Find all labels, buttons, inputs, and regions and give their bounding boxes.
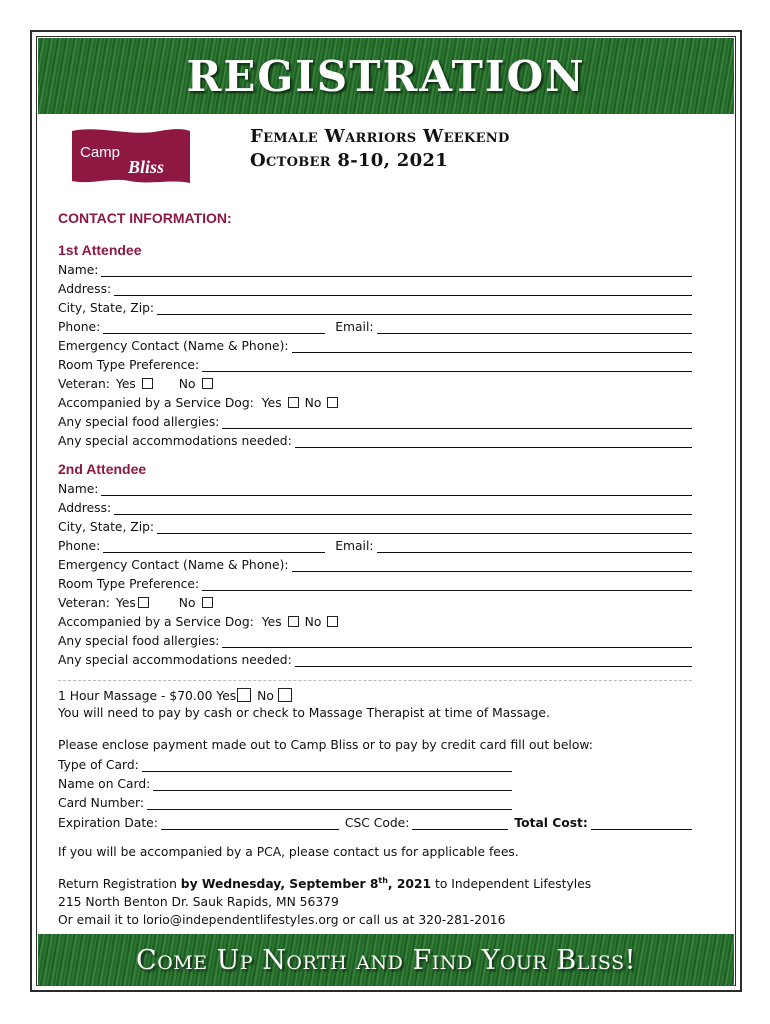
attendee1-veteran-no-checkbox[interactable] bbox=[202, 378, 213, 389]
emergency-label: Emergency Contact (Name & Phone): bbox=[58, 558, 289, 572]
footer-banner bbox=[38, 934, 734, 986]
attendee2-heading: 2nd Attendee bbox=[58, 461, 147, 477]
event-date: October 8-10, 2021 bbox=[250, 150, 449, 171]
attendee2-name-field[interactable] bbox=[101, 481, 692, 496]
attendee1-city-field[interactable] bbox=[157, 300, 692, 315]
food-label: Any special food allergies: bbox=[58, 634, 220, 648]
dog-yes-label: Yes bbox=[261, 396, 282, 410]
attendee1-city-row bbox=[58, 296, 692, 315]
city-label: City, State, Zip: bbox=[58, 301, 155, 315]
return-instructions bbox=[58, 876, 591, 891]
dog-no-label: No bbox=[304, 396, 322, 410]
attendee1-food-field[interactable] bbox=[222, 414, 692, 429]
return-deadline-sup: th bbox=[378, 876, 388, 885]
attendee1-emergency-row bbox=[58, 334, 692, 353]
attendee2-dog-row bbox=[58, 610, 692, 629]
attendee2-veteran-no-checkbox[interactable] bbox=[202, 597, 213, 608]
attendee1-veteran-yes-checkbox[interactable] bbox=[142, 378, 153, 389]
return-deadline: by Wednesday, September 8 bbox=[180, 877, 379, 892]
attendee2-city-field[interactable] bbox=[157, 519, 692, 534]
email-label: Email: bbox=[335, 539, 374, 553]
card-number-field[interactable] bbox=[147, 795, 512, 810]
section-divider bbox=[58, 680, 692, 681]
veteran-yes-label: Yes bbox=[115, 596, 136, 610]
card-type-label: Type of Card: bbox=[58, 758, 139, 772]
address-label: Address: bbox=[58, 501, 112, 515]
attendee2-room-field[interactable] bbox=[202, 576, 692, 591]
veteran-label: Veteran: bbox=[58, 596, 110, 610]
attendee2-city-row bbox=[58, 515, 692, 534]
room-label: Room Type Preference: bbox=[58, 577, 200, 591]
attendee1-dog-yes-checkbox[interactable] bbox=[288, 397, 299, 408]
csc-label: CSC Code: bbox=[344, 816, 410, 830]
attendee1-room-row bbox=[58, 353, 692, 372]
accommodations-label: Any special accommodations needed: bbox=[58, 434, 292, 448]
expiration-label: Expiration Date: bbox=[58, 816, 158, 830]
attendee1-accom-row bbox=[58, 429, 692, 448]
attendee1-dog-row bbox=[58, 391, 692, 410]
card-number-row bbox=[58, 791, 512, 810]
attendee1-dog-no-checkbox[interactable] bbox=[327, 397, 338, 408]
massage-no-checkbox[interactable] bbox=[278, 688, 292, 702]
attendee2-address-field[interactable] bbox=[114, 500, 692, 515]
email-label: Email: bbox=[335, 320, 374, 334]
attendee1-emergency-field[interactable] bbox=[292, 338, 692, 353]
emergency-label: Emergency Contact (Name & Phone): bbox=[58, 339, 289, 353]
attendee1-accom-field[interactable] bbox=[295, 433, 692, 448]
attendee2-email-field[interactable] bbox=[377, 538, 692, 553]
attendee2-dog-yes-checkbox[interactable] bbox=[288, 616, 299, 627]
attendee1-name-field[interactable] bbox=[101, 262, 692, 277]
attendee2-phone-field[interactable] bbox=[103, 538, 325, 553]
veteran-no-label: No bbox=[178, 596, 196, 610]
attendee2-accom-row bbox=[58, 648, 692, 667]
attendee1-address-field[interactable] bbox=[114, 281, 692, 296]
attendee2-phone-row bbox=[58, 534, 692, 553]
card-type-field[interactable] bbox=[142, 757, 512, 772]
total-cost-field[interactable] bbox=[591, 815, 692, 830]
attendee1-veteran-row bbox=[58, 372, 692, 391]
massage-label: 1 Hour Massage - $70.00 Yes bbox=[58, 689, 237, 703]
dog-yes-label: Yes bbox=[261, 615, 282, 629]
attendee2-veteran-row bbox=[58, 591, 692, 610]
attendee1-heading: 1st Attendee bbox=[58, 242, 142, 258]
return-email-line: Or email it to lorio@independentlifestyles.org or call us at 320-281-2016 bbox=[58, 913, 506, 927]
card-name-label: Name on Card: bbox=[58, 777, 151, 791]
veteran-no-label: No bbox=[178, 377, 196, 391]
return-address: 215 North Benton Dr. Sauk Rapids, MN 56379 bbox=[58, 895, 339, 909]
dog-label: Accompanied by a Service Dog: bbox=[58, 615, 254, 629]
dog-no-label: No bbox=[304, 615, 322, 629]
csc-field[interactable] bbox=[412, 815, 508, 830]
massage-row bbox=[58, 684, 692, 703]
attendee2-name-row bbox=[58, 477, 692, 496]
contact-heading: CONTACT INFORMATION: bbox=[58, 210, 232, 226]
attendee2-room-row bbox=[58, 572, 692, 591]
attendee1-phone-row bbox=[58, 315, 692, 334]
attendee1-phone-field[interactable] bbox=[103, 319, 325, 334]
accommodations-label: Any special accommodations needed: bbox=[58, 653, 292, 667]
event-name: Female Warriors Weekend bbox=[250, 126, 510, 147]
card-name-row bbox=[58, 772, 512, 791]
logo-word-camp: Camp bbox=[80, 144, 121, 161]
city-label: City, State, Zip: bbox=[58, 520, 155, 534]
payment-intro: Please enclose payment made out to Camp Bliss or to pay by credit card fill out below: bbox=[58, 738, 593, 752]
attendee1-address-row bbox=[58, 277, 692, 296]
card-exp-row bbox=[58, 811, 692, 830]
room-label: Room Type Preference: bbox=[58, 358, 200, 372]
attendee1-food-row bbox=[58, 410, 692, 429]
return-suffix: to Independent Lifestyles bbox=[431, 877, 592, 892]
attendee2-food-field[interactable] bbox=[222, 633, 692, 648]
attendee1-email-field[interactable] bbox=[377, 319, 692, 334]
phone-label: Phone: bbox=[58, 539, 101, 553]
veteran-yes-label: Yes bbox=[115, 377, 136, 391]
address-label: Address: bbox=[58, 282, 112, 296]
header-banner bbox=[38, 38, 734, 114]
card-name-field[interactable] bbox=[153, 776, 512, 791]
name-label: Name: bbox=[58, 482, 99, 496]
attendee2-food-row bbox=[58, 629, 692, 648]
attendee2-address-row bbox=[58, 496, 692, 515]
logo-word-bliss: Bliss bbox=[128, 157, 165, 177]
page-title: REGISTRATION bbox=[186, 51, 586, 101]
return-prefix: Return Registration bbox=[58, 877, 181, 892]
attendee2-emergency-field[interactable] bbox=[292, 557, 692, 572]
pca-note: If you will be accompanied by a PCA, please contact us for applicable fees. bbox=[58, 845, 519, 859]
name-label: Name: bbox=[58, 263, 99, 277]
attendee1-name-row bbox=[58, 258, 692, 277]
attendee2-dog-no-checkbox[interactable] bbox=[327, 616, 338, 627]
attendee2-veteran-yes-checkbox[interactable] bbox=[138, 597, 149, 608]
dog-label: Accompanied by a Service Dog: bbox=[58, 396, 254, 410]
expiration-field[interactable] bbox=[161, 815, 339, 830]
massage-yes-checkbox[interactable] bbox=[237, 688, 251, 702]
veteran-label: Veteran: bbox=[58, 377, 110, 391]
attendee1-room-field[interactable] bbox=[202, 357, 692, 372]
massage-note: You will need to pay by cash or check to Massage Therapist at time of Massage. bbox=[58, 706, 550, 720]
card-number-label: Card Number: bbox=[58, 796, 144, 810]
phone-label: Phone: bbox=[58, 320, 101, 334]
food-label: Any special food allergies: bbox=[58, 415, 220, 429]
attendee2-accom-field[interactable] bbox=[295, 652, 692, 667]
footer-slogan: Come Up North and Find Your Bliss! bbox=[136, 944, 636, 976]
total-cost-label: Total Cost: bbox=[514, 816, 588, 830]
card-type-row bbox=[58, 753, 512, 772]
attendee2-emergency-row bbox=[58, 553, 692, 572]
massage-no-label: No bbox=[257, 689, 274, 703]
return-year: , 2021 bbox=[387, 877, 432, 892]
camp-bliss-logo bbox=[70, 125, 192, 187]
